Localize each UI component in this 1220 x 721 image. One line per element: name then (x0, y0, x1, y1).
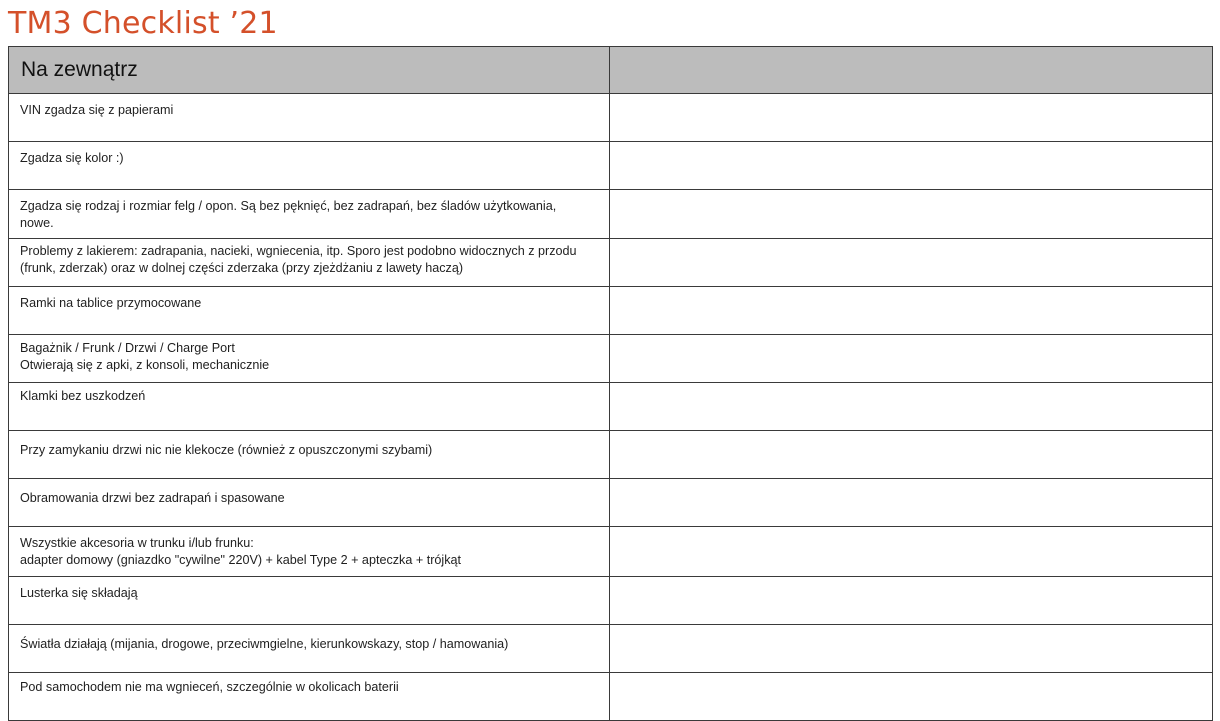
checklist-table (8, 46, 1213, 721)
item-note-cell[interactable] (610, 94, 1213, 142)
document-title: TM3 Checklist ’21 (8, 6, 278, 41)
checklist-row (9, 287, 1213, 335)
section-header-row (9, 47, 1213, 94)
section-title-cell (9, 47, 610, 94)
notes-header-cell (610, 47, 1213, 94)
item-text: Zgadza się kolor :) (20, 151, 124, 165)
item-note-cell[interactable] (610, 431, 1213, 479)
item-text: Pod samochodem nie ma wgnieceń, szczególnie w okolicach baterii (20, 680, 399, 694)
checklist-row (9, 625, 1213, 673)
item-text: Przy zamykaniu drzwi nic nie klekocze (również z opuszczonymi szybami) (20, 443, 433, 457)
item-note-cell[interactable] (610, 239, 1213, 287)
checklist-row (9, 335, 1213, 383)
item-cell (9, 287, 610, 335)
checklist-row (9, 142, 1213, 190)
item-cell (9, 625, 610, 673)
checklist-row (9, 527, 1213, 577)
checklist-row (9, 431, 1213, 479)
item-note-cell[interactable] (610, 190, 1213, 239)
item-note-cell[interactable] (610, 527, 1213, 577)
checklist-row (9, 190, 1213, 239)
item-cell (9, 239, 610, 287)
item-cell (9, 190, 610, 239)
item-text: Lusterka się składają (20, 586, 138, 600)
checklist-row (9, 479, 1213, 527)
item-note-cell[interactable] (610, 577, 1213, 625)
item-text: Światła działają (mijania, drogowe, przeciwmgielne, kierunkowskazy, stop / hamowania) (20, 637, 509, 651)
item-text: Bagażnik / Frunk / Drzwi / Charge Port Otwierają się z apki, z konsoli, mechanicznie (20, 341, 270, 372)
section-title: Na zewnątrz (21, 58, 138, 81)
item-text: Zgadza się rodzaj i rozmiar felg / opon. Są bez pęknięć, bez zadrapań, bez śladów użytkowania, nowe. (20, 199, 557, 230)
item-text: Obramowania drzwi bez zadrapań i spasowane (20, 491, 285, 505)
item-note-cell[interactable] (610, 142, 1213, 190)
item-cell (9, 335, 610, 383)
item-note-cell[interactable] (610, 287, 1213, 335)
item-cell (9, 431, 610, 479)
item-cell (9, 673, 610, 721)
item-text: VIN zgadza się z papierami (20, 103, 174, 117)
checklist-row (9, 383, 1213, 431)
item-text: Ramki na tablice przymocowane (20, 296, 202, 310)
item-note-cell[interactable] (610, 479, 1213, 527)
checklist-row (9, 673, 1213, 721)
item-note-cell[interactable] (610, 383, 1213, 431)
item-note-cell[interactable] (610, 335, 1213, 383)
item-cell (9, 527, 610, 577)
checklist-row (9, 94, 1213, 142)
item-cell (9, 142, 610, 190)
checklist-row (9, 239, 1213, 287)
item-cell (9, 94, 610, 142)
item-text: Klamki bez uszkodzeń (20, 389, 146, 403)
item-cell (9, 577, 610, 625)
item-note-cell[interactable] (610, 673, 1213, 721)
item-note-cell[interactable] (610, 625, 1213, 673)
item-text: Wszystkie akcesoria w trunku i/lub frunku: adapter domowy (gniazdko "cywilne" 220V) + kabel Type 2 + apteczka + trójkąt (20, 536, 461, 567)
item-text: Problemy z lakierem: zadrapania, nacieki, wgniecenia, itp. Sporo jest podobno widocznych z przodu (frunk, zderzak) oraz w dolnej części zderzaka (przy zjeżdżaniu z lawety haczą) (20, 244, 577, 275)
item-cell (9, 479, 610, 527)
checklist-row (9, 577, 1213, 625)
item-cell (9, 383, 610, 431)
